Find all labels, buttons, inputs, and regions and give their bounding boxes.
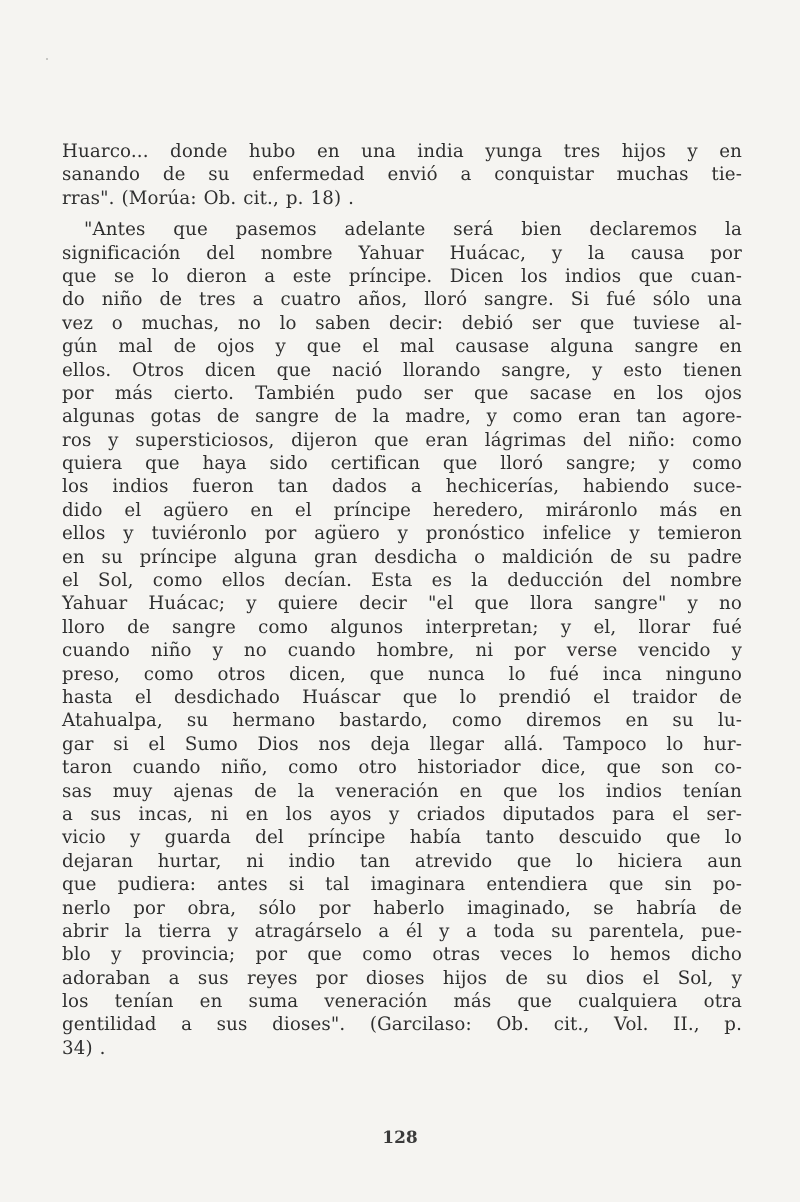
text-line: Atahualpa, su hermano bastardo, como diremos en su lu- <box>62 710 742 732</box>
text-line: hasta el desdichado Huáscar que lo prendió el traidor de <box>62 686 742 708</box>
text-line: que pudiera: antes si tal imaginara entendiera que sin po- <box>62 874 742 896</box>
text-line: Huarco... donde hubo en una india yunga tres hijos y en <box>62 141 742 162</box>
text-line: algunas gotas de sangre de la madre, y como eran tan agore- <box>62 406 742 428</box>
text-line: taron cuando niño, como otro historiador dice, que son co- <box>62 757 742 779</box>
text-line: abrir la tierra y atragárselo a él y a toda su parentela, pue- <box>62 920 742 942</box>
text-line: ros y supersticiosos, dijeron que eran lágrimas del niño: como <box>62 429 742 451</box>
text-line: nerlo por obra, sólo por haberlo imaginado, se habría de <box>62 897 742 919</box>
text-line: ellos y tuviéronlo por agüero y pronóstico infelice y temieron <box>62 523 742 545</box>
text-line: sanando de su enfermedad envió a conquistar muchas tie- <box>62 164 742 186</box>
text-line: cuando niño y no cuando hombre, ni por verse vencido y <box>62 640 742 662</box>
text-line: por más cierto. También pudo ser que sacase en los ojos <box>62 382 742 404</box>
paper-speck <box>46 58 48 60</box>
text-line: ellos. Otros dicen que nació llorando sangre, y esto tienen <box>62 359 742 381</box>
text-line: blo y provincia; por que como otras veces lo hemos dicho <box>62 944 742 966</box>
text-line: quiera que haya sido certifican que lloró sangre; y como <box>62 453 742 475</box>
text-line: los indios fueron tan dados a hechicerías, habiendo suce- <box>62 476 742 498</box>
text-line: 34) . <box>62 1037 106 1059</box>
text-line: dejaran hurtar, ni indio tan atrevido que lo hiciera aun <box>62 850 742 872</box>
text-line: que se lo dieron a este príncipe. Dicen los indios que cuan- <box>62 265 742 287</box>
text-line: adoraban a sus reyes por dioses hijos de su dios el Sol, y <box>62 967 742 989</box>
text-line: en su príncipe alguna gran desdicha o maldición de su padre <box>62 546 742 568</box>
text-line: lloro de sangre como algunos interpretan; y el, llorar fué <box>62 616 742 638</box>
text-line: vicio y guarda del príncipe había tanto descuido que lo <box>62 827 742 849</box>
text-line: "Antes que pasemos adelante será bien declaremos la <box>84 219 742 241</box>
text-line: gún mal de ojos y que el mal causase alguna sangre en <box>62 336 742 358</box>
text-line: gar si el Sumo Dios nos deja llegar allá. Tampoco lo hur- <box>62 733 742 755</box>
text-line: dido el agüero en el príncipe heredero, miráronlo más en <box>62 499 742 521</box>
text-line: Yahuar Huácac; y quiere decir "el que llora sangre" y no <box>62 593 742 615</box>
text-line: el Sol, como ellos decían. Esta es la deducción del nombre <box>62 570 742 592</box>
text-line: preso, como otros dicen, que nunca lo fué inca ninguno <box>62 663 742 685</box>
text-line: gentilidad a sus dioses". (Garcilaso: Ob. cit., Vol. II., p. <box>62 1014 742 1036</box>
body-text <box>62 140 742 1060</box>
text-line: a sus incas, ni en los ayos y criados diputados para el ser- <box>62 803 742 825</box>
text-line: rras". (Morúa: Ob. cit., p. 18) . <box>62 187 355 209</box>
text-line: significación del nombre Yahuar Huácac, y la causa por <box>62 242 742 264</box>
page-number: 128 <box>382 1128 418 1148</box>
text-line: sas muy ajenas de la veneración en que los indios tenían <box>62 780 742 802</box>
text-line: do niño de tres a cuatro años, lloró sangre. Si fué sólo una <box>62 289 742 311</box>
text-line: vez o muchas, no lo saben decir: debió ser que tuviese al- <box>62 312 742 334</box>
text-line: los tenían en suma veneración más que cualquiera otra <box>62 991 742 1013</box>
